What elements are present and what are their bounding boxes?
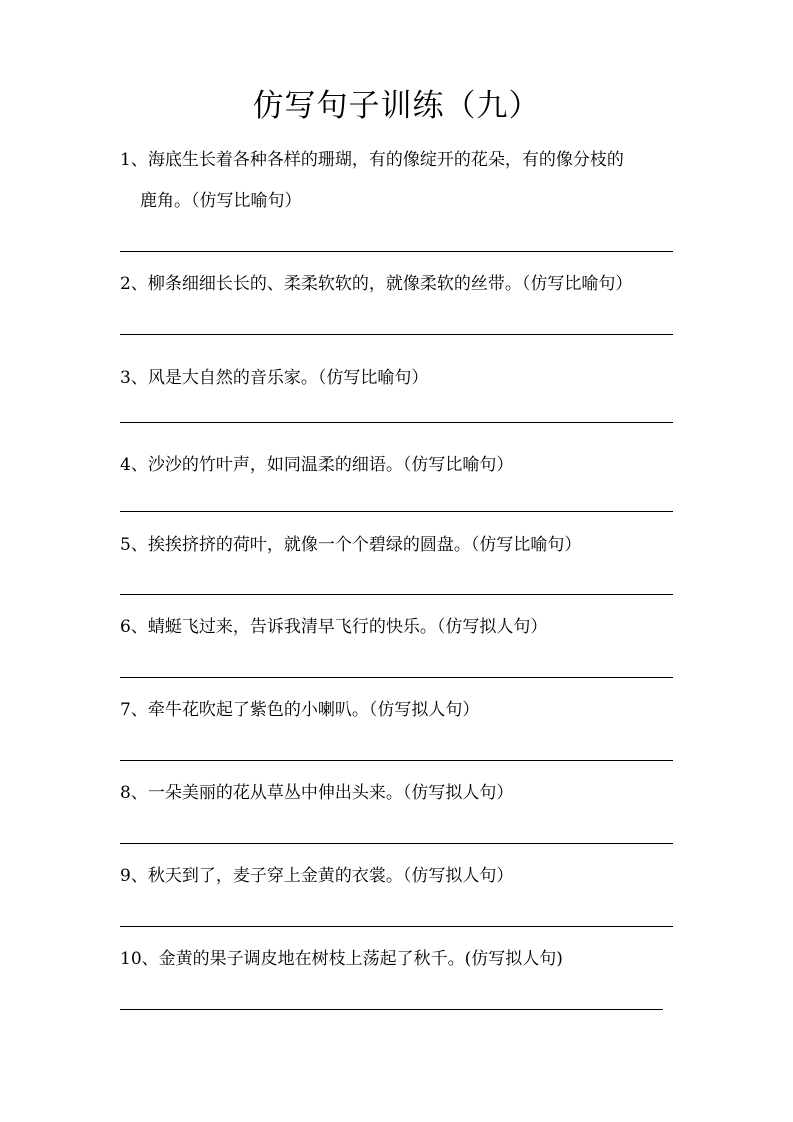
page-title: 仿写句子训练（九）: [252, 88, 541, 124]
answer-line-3[interactable]: [120, 422, 673, 423]
question-6-text: 6、蜻蜓飞过来，告诉我清早飞行的快乐。（仿写拟人句）: [120, 617, 548, 637]
question-1-text: 1、海底生长着各种各样的珊瑚，有的像绽开的花朵，有的像分枝的: [120, 150, 624, 170]
question-3-text: 3、风是大自然的音乐家。（仿写比喻句）: [120, 368, 429, 388]
question-7-text: 7、牵牛花吹起了紫色的小喇叭。（仿写拟人句）: [120, 700, 480, 720]
answer-line-5[interactable]: [120, 594, 673, 595]
answer-line-6[interactable]: [120, 677, 673, 678]
answer-line-10[interactable]: [120, 1009, 663, 1010]
question-8-text: 8、一朵美丽的花从草丛中伸出头来。（仿写拟人句）: [120, 783, 514, 803]
question-2-text: 2、柳条细细长长的、柔柔软软的，就像柔软的丝带。（仿写比喻句）: [120, 274, 633, 294]
answer-line-8[interactable]: [120, 843, 673, 844]
question-9-text: 9、秋天到了，麦子穿上金黄的衣裳。（仿写拟人句）: [120, 866, 514, 886]
question-5-text: 5、挨挨挤挤的荷叶，就像一个个碧绿的圆盘。（仿写比喻句）: [120, 535, 582, 555]
answer-line-7[interactable]: [120, 760, 673, 761]
question-4-text: 4、沙沙的竹叶声，如同温柔的细语。（仿写比喻句）: [120, 455, 514, 475]
answer-line-9[interactable]: [120, 926, 673, 927]
question-10-text: 10、金黄的果子调皮地在树枝上荡起了秋千。(仿写拟人句): [120, 949, 563, 969]
answer-line-2[interactable]: [120, 334, 673, 335]
answer-line-4[interactable]: [120, 511, 673, 512]
question-1-text-continued: 鹿角。（仿写比喻句）: [140, 191, 302, 211]
answer-line-1[interactable]: [120, 251, 673, 252]
